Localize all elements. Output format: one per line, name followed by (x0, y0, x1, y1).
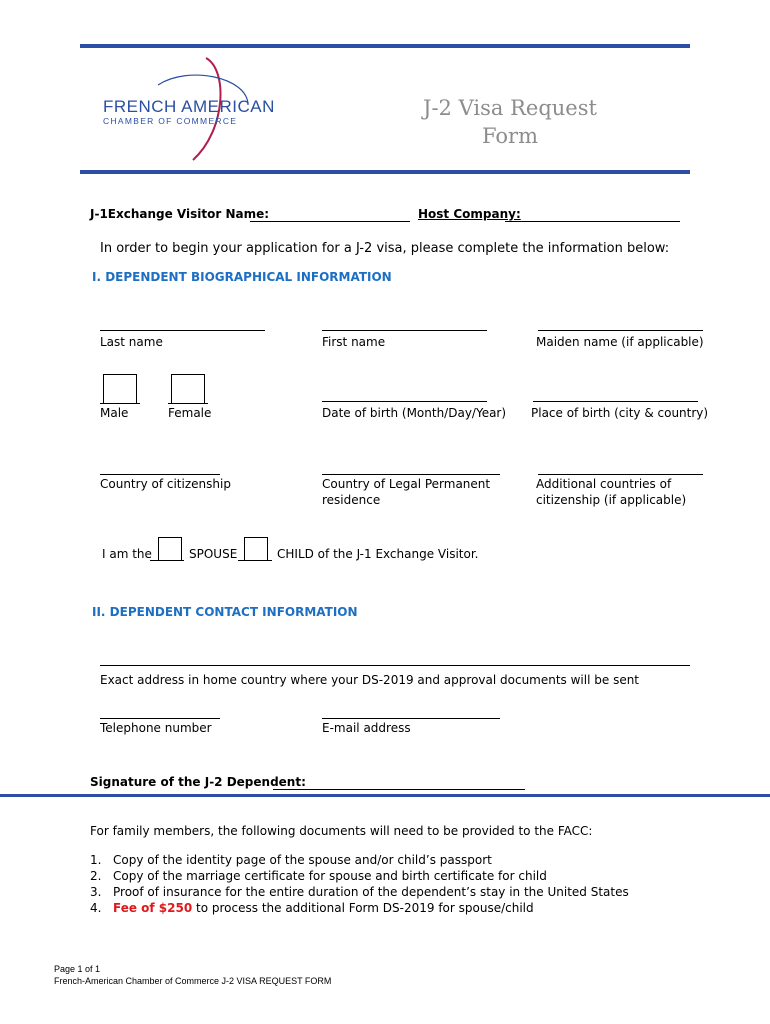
last-name-field[interactable] (100, 330, 265, 331)
additional-citizenship-field[interactable] (538, 474, 703, 475)
residence-label-1: Country of Legal Permanent (322, 477, 491, 491)
spouse-underline (150, 560, 184, 561)
address-label: Exact address in home country where your DS-2019 and approval documents will be sent (100, 673, 640, 687)
citizenship-field[interactable] (100, 474, 220, 475)
spouse-checkbox[interactable] (158, 537, 182, 561)
form-title-line2: Form (481, 124, 539, 148)
documents-intro: For family members, the following documents will need to be provided to the FACC: (90, 824, 593, 838)
visitor-name-label: J-1Exchange Visitor Name: (90, 207, 270, 221)
header-top-rule (80, 44, 690, 48)
doc-item-4 (113, 901, 534, 915)
signature-field[interactable] (273, 789, 525, 790)
pob-field[interactable] (533, 401, 698, 402)
footer-doc-name: French-American Chamber of Commerce J-2 VISA REQUEST FORM (54, 976, 332, 986)
female-checkbox[interactable] (171, 374, 205, 404)
signature-label: Signature of the J-2 Dependent: (90, 775, 306, 789)
first-name-field[interactable] (322, 330, 487, 331)
logo-line1: FRENCH AMERICAN (103, 97, 275, 116)
telephone-label: Telephone number (100, 721, 212, 735)
doc-item-3: Proof of insurance for the entire duration of the dependent’s stay in the United States (113, 885, 629, 899)
child-checkbox[interactable] (244, 537, 268, 561)
last-name-label: Last name (100, 335, 163, 349)
address-field[interactable] (100, 665, 690, 666)
child-underline (238, 560, 272, 561)
dob-field[interactable] (322, 401, 487, 402)
host-company-label: Host Company: (418, 207, 521, 221)
section-1-heading: I. DEPENDENT BIOGRAPHICAL INFORMATION (92, 270, 392, 284)
male-checkbox[interactable] (103, 374, 137, 404)
signature-divider (0, 794, 770, 797)
visitor-name-field[interactable] (250, 221, 410, 222)
residence-field[interactable] (322, 474, 500, 475)
female-underline (168, 403, 208, 404)
doc-item-1: Copy of the identity page of the spouse and/or child’s passport (113, 853, 492, 867)
residence-label-2: residence (322, 493, 381, 507)
first-name-label: First name (322, 335, 386, 349)
male-label: Male (100, 406, 129, 420)
email-field[interactable] (322, 718, 500, 719)
doc-item-1-num: 1. (90, 853, 102, 867)
email-label: E-mail address (322, 721, 411, 735)
host-company-field[interactable] (505, 221, 680, 222)
dob-label: Date of birth (Month/Day/Year) (322, 406, 507, 420)
doc-item-2: Copy of the marriage certificate for spouse and birth certificate for child (113, 869, 547, 883)
maiden-name-field[interactable] (538, 330, 703, 331)
fee-amount: Fee of $250 (113, 901, 193, 915)
citizenship-label: Country of citizenship (100, 477, 231, 491)
additional-citizenship-label-2: citizenship (if applicable) (536, 493, 687, 507)
relation-prefix: I am the (102, 547, 152, 561)
doc-item-4-text: to process the additional Form DS-2019 for spouse/child (192, 901, 534, 915)
additional-citizenship-label-1: Additional countries of (536, 477, 672, 491)
section-2-heading: II. DEPENDENT CONTACT INFORMATION (92, 605, 358, 619)
facc-logo (98, 55, 298, 165)
intro-text: In order to begin your application for a J-2 visa, please complete the information below: (100, 241, 670, 256)
maiden-name-label: Maiden name (if applicable) (536, 335, 704, 349)
doc-item-2-num: 2. (90, 869, 102, 883)
pob-label: Place of birth (city & country) (531, 406, 709, 420)
spouse-label: SPOUSE (189, 547, 238, 561)
female-label: Female (168, 406, 212, 420)
child-label: CHILD of the J-1 Exchange Visitor. (277, 547, 479, 561)
doc-item-4-num: 4. (90, 901, 102, 915)
footer-page-number: Page 1 of 1 (54, 964, 101, 974)
form-title-line1: J-2 Visa Request (423, 96, 597, 120)
header-bottom-rule (80, 170, 690, 174)
logo-line2: CHAMBER OF COMMERCE (103, 116, 238, 126)
doc-item-3-num: 3. (90, 885, 102, 899)
male-underline (100, 403, 140, 404)
telephone-field[interactable] (100, 718, 220, 719)
